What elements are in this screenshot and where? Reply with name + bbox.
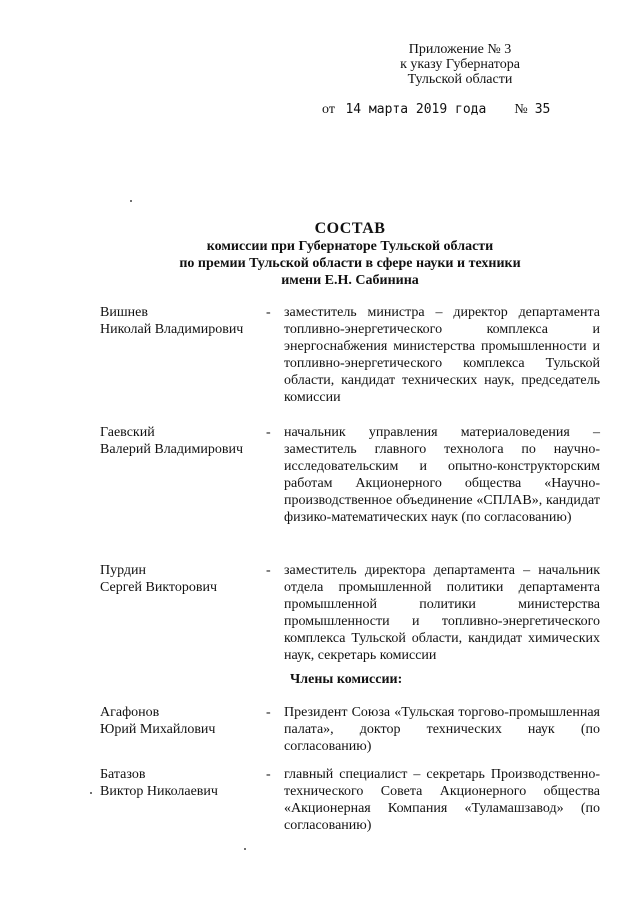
title-heading: СОСТАВ (314, 220, 386, 237)
person-surname: Гаевский (100, 425, 155, 440)
title-line-1: комиссии при Губернаторе Тульской области (206, 239, 494, 254)
appendix-line-2: к указу Губернатора (400, 57, 520, 72)
number-label: № (514, 102, 528, 117)
separator-dash: - (266, 425, 271, 440)
appendix-line-3: Тульской области (407, 72, 513, 87)
person-name (100, 424, 270, 458)
person-position: заместитель министра – директор департамента топливно-энергетического комплекса и энергоснабжения министерства промышленности и топливно-энергетического комплекса Тульской области, кандидат технических наук, председатель комиссии (284, 305, 600, 405)
appendix-line-1: Приложение № 3 (408, 42, 512, 57)
person-surname: Агафонов (100, 705, 160, 720)
separator-dash: - (266, 305, 271, 320)
separator-dash: - (266, 705, 271, 720)
person-position: главный специалист – секретарь Производственно-технического Совета Акционерного общества «Акционерная Компания «Туламашзавод» (по согласованию) (284, 767, 600, 833)
scan-speck (244, 848, 246, 850)
person-surname: Вишнев (100, 305, 148, 320)
person-name (100, 766, 270, 800)
person-given-names: Валерий Владимирович (100, 442, 244, 457)
separator-dash: - (266, 767, 271, 782)
document-title (90, 220, 610, 289)
person-position: начальник управления материаловедения – заместитель главного технолога по научно-исследовательским и опытно-конструкторским работам Акционерного общества «Научно-производственное объединение «СПЛАВ», кандидат физико-математических наук (по согласованию) (284, 425, 600, 525)
scan-speck (90, 792, 92, 794)
person-position: Президент Союза «Тульская торгово-промышленная палата», доктор технических наук (по согласованию) (284, 705, 600, 754)
decree-dateline (322, 102, 582, 118)
person-given-names: Юрий Михайлович (100, 722, 216, 737)
person-name (100, 562, 270, 596)
decree-date: 14 марта 2019 года (345, 102, 487, 117)
scan-speck (130, 200, 132, 202)
person-given-names: Сергей Викторович (100, 580, 218, 595)
date-from-label: от (322, 102, 335, 117)
person-position: заместитель директора департамента – начальник отдела промышленной политики департамента промышленной политики министерства промышленности и топливно-энергетического комплекса Тульской области, кандидат химических наук, секретарь комиссии (284, 563, 600, 663)
person-surname: Батазов (100, 767, 146, 782)
separator-dash: - (266, 563, 271, 578)
title-line-2: по премии Тульской области в сфере науки и техники (179, 256, 521, 271)
person-name (100, 304, 270, 338)
person-given-names: Николай Владимирович (100, 322, 244, 337)
appendix-block (380, 42, 540, 87)
person-given-names: Виктор Николаевич (100, 784, 218, 799)
members-heading: Члены комиссии: (290, 672, 403, 687)
person-name (100, 704, 270, 738)
title-line-3: имени Е.Н. Сабинина (281, 273, 419, 288)
person-surname: Пурдин (100, 563, 147, 578)
decree-number: 35 (534, 102, 551, 117)
